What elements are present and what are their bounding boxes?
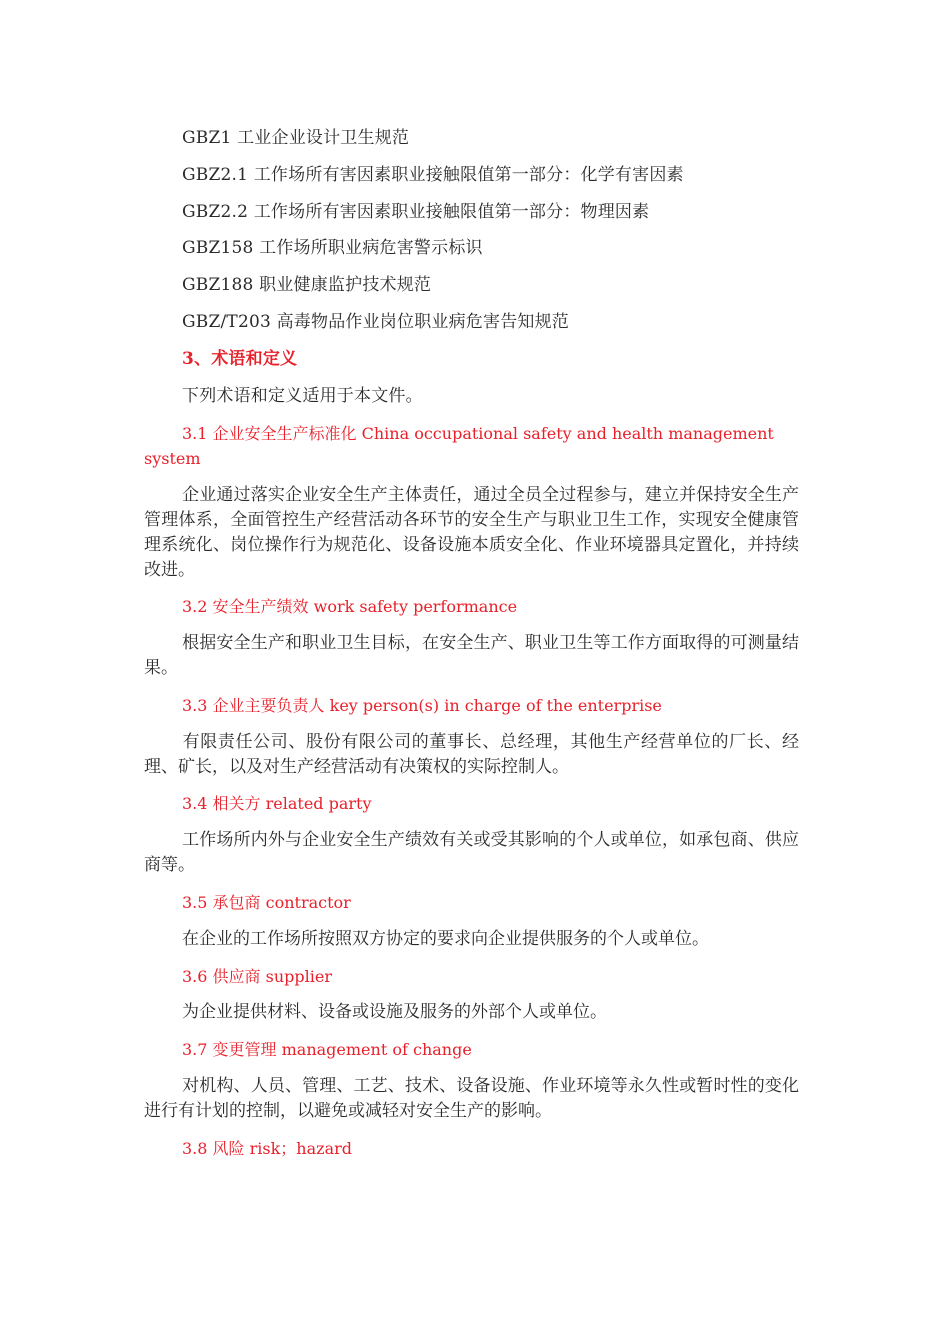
- term-definition-3-7: 对机构、人员、管理、工艺、技术、设备设施、作业环境等永久性或暂时性的变化进行有计划的控制，以避免或减轻对安全生产的影响。: [144, 1076, 799, 1121]
- reference-gbz158: GBZ158 工作场所职业病危害警示标识: [182, 238, 483, 258]
- term-title-3-6: 3.6 供应商 supplier: [182, 967, 332, 986]
- reference-gbz1: GBZ1 工业企业设计卫生规范: [182, 128, 410, 148]
- reference-gbz188: GBZ188 职业健康监护技术规范: [182, 275, 432, 295]
- term-title-3-2: 3.2 安全生产绩效 work safety performance: [182, 597, 518, 616]
- term-title-3-3: 3.3 企业主要负责人 key person(s) in charge of the enterprise: [182, 696, 662, 715]
- section-heading: 3、术语和定义: [182, 349, 298, 369]
- term-title-3-1: 3.1 企业安全生产标准化 China occupational safety and health management system: [144, 424, 774, 468]
- term-title-3-8: 3.8 风险 risk；hazard: [182, 1139, 352, 1158]
- term-definition-3-1: 企业通过落实企业安全生产主体责任，通过全员全过程参与，建立并保持安全生产管理体系，全面管控生产经营活动各环节的安全生产与职业卫生工作，实现安全健康管理系统化、岗位操作行为规范化、设备设施本质安全化、作业环境器具定置化，并持续改进。: [144, 485, 799, 580]
- section-intro: 下列术语和定义适用于本文件。: [182, 386, 423, 406]
- reference-gbz2-1: GBZ2.1 工作场所有害因素职业接触限值第一部分：化学有害因素: [182, 165, 684, 185]
- term-definition-3-6: 为企业提供材料、设备或设施及服务的外部个人或单位。: [182, 1002, 607, 1022]
- term-definition-3-4: 工作场所内外与企业安全生产绩效有关或受其影响的个人或单位，如承包商、供应商等。: [144, 830, 799, 875]
- term-title-3-5: 3.5 承包商 contractor: [182, 893, 351, 912]
- term-title-3-4: 3.4 相关方 related party: [182, 794, 372, 813]
- term-title-3-7: 3.7 变更管理 management of change: [182, 1040, 472, 1059]
- term-definition-3-5: 在企业的工作场所按照双方协定的要求向企业提供服务的个人或单位。: [182, 929, 709, 949]
- term-definition-3-2: 根据安全生产和职业卫生目标，在安全生产、职业卫生等工作方面取得的可测量结果。: [144, 633, 799, 678]
- term-definition-3-3: 有限责任公司、股份有限公司的董事长、总经理，其他生产经营单位的厂长、经理、矿长，以及对生产经营活动有决策权的实际控制人。: [144, 732, 799, 777]
- reference-gbzt203: GBZ/T203 高毒物品作业岗位职业病危害告知规范: [182, 312, 570, 332]
- reference-gbz2-2: GBZ2.2 工作场所有害因素职业接触限值第一部分：物理因素: [182, 202, 650, 222]
